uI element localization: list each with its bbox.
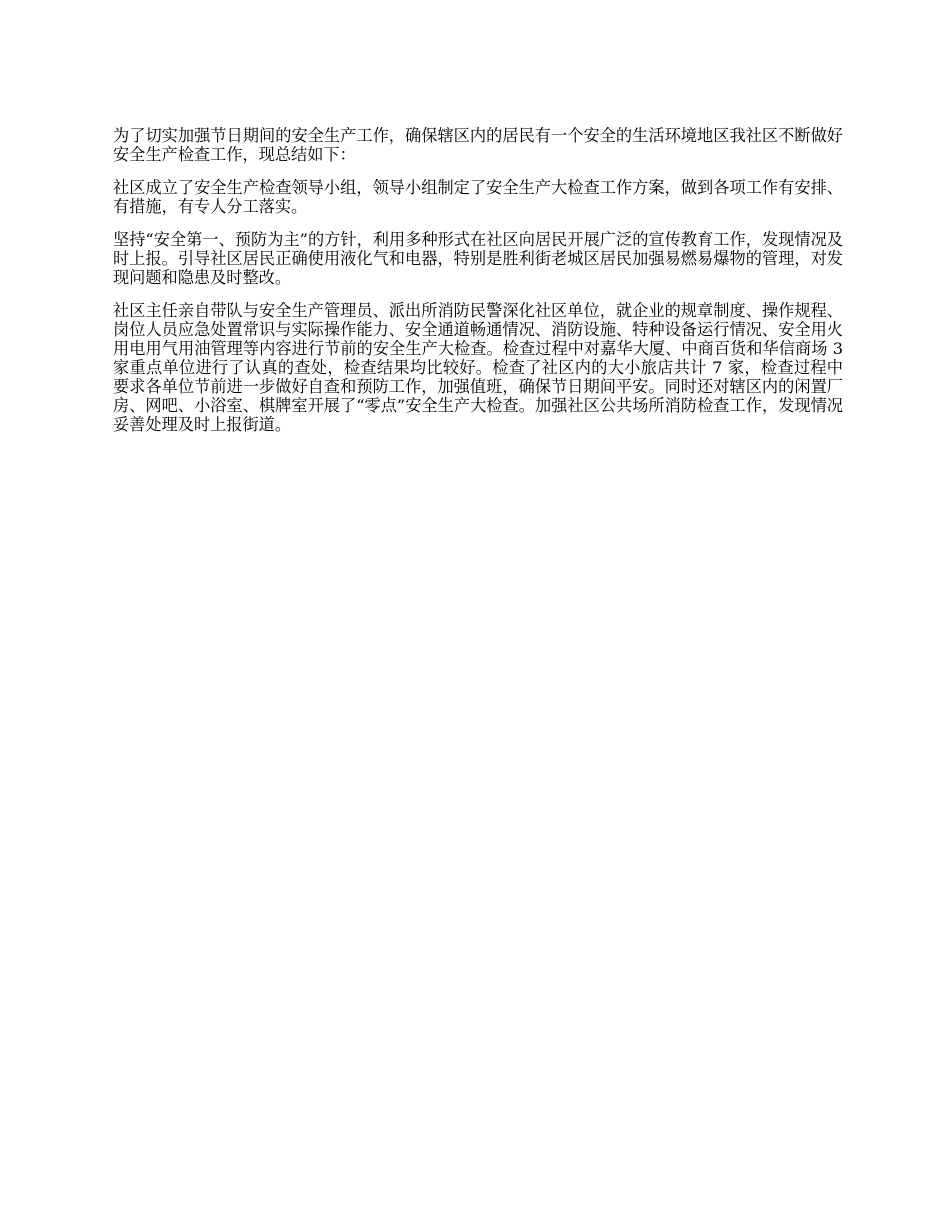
paragraph-intro: 为了切实加强节日期间的安全生产工作，确保辖区内的居民有一个安全的生活环境地区我社区不断做好安全生产检查工作，现总结如下： — [113, 126, 843, 164]
paragraph-inspection-details: 社区主任亲自带队与安全生产管理员、派出所消防民警深化社区单位，就企业的规章制度、操作规程、岗位人员应急处置常识与实际操作能力、安全通道畅通情况、消防设施、特种设备运行情况、安全用火用电用气用油管理等内容进行节前的安全生产大检查。检查过程中对嘉华大厦、中商百货和华信商场 3 家重点单位进行了认真的查处，检查结果均比较好。检查了社区内的大小旅店共计 7 家，检查过程中要求各单位节前进一步做好自查和预防工作，加强值班，确保节日期间平安。同时还对辖区内的闲置厂房、网吧、小浴室、棋牌室开展了“零点”安全生产大检查。加强社区公共场所消防检查工作，发现情况妥善处理及时上报街道。 — [113, 301, 843, 434]
paragraph-leadership-group: 社区成立了安全生产检查领导小组，领导小组制定了安全生产大检查工作方案，做到各项工作有安排、有措施，有专人分工落实。 — [113, 178, 843, 216]
document-body — [113, 126, 843, 448]
paragraph-safety-education: 坚持“安全第一、预防为主”的方针，利用多种形式在社区向居民开展广泛的宣传教育工作，发现情况及时上报。引导社区居民正确使用液化气和电器，特别是胜利街老城区居民加强易燃易爆物的管理，对发现问题和隐患及时整改。 — [113, 230, 843, 287]
